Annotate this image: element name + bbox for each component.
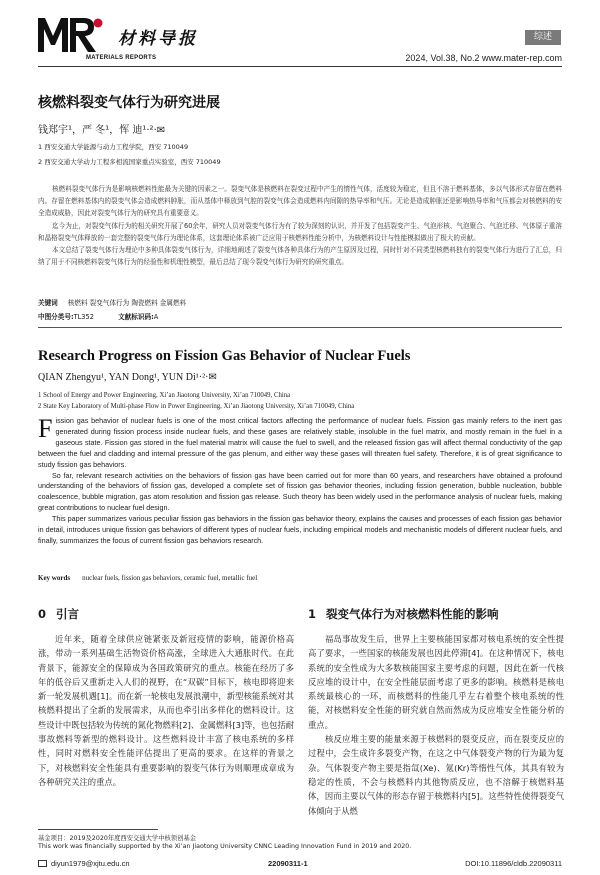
right-column	[308, 632, 564, 818]
funding-cn: 基金项目：2019及2020年度西安交通大学中核领创基金	[38, 835, 196, 842]
affiliation-en-1: 1 School of Energy and Power Engineering, Xi’an Jiaotong University, Xi’an 710049, China	[38, 392, 291, 399]
page-code: 22090311-1	[268, 859, 308, 868]
funding-en: This work was financially supported by the Xi’an Jiaotong University CNNC Leading Innovation Fund in 2019 and 2020.	[38, 843, 412, 850]
doi[interactable]: DOI:10.11896/cldb.22090311	[465, 859, 562, 868]
class-value: TL352	[73, 313, 94, 321]
keywords-en-text: nuclear fuels, fission gas behaviors, ceramic fuel, metallic fuel	[82, 574, 258, 582]
abstract-en-paragraph: So far, relevant research activities on the behaviors of fission gas have been carried out for more than 60 years, and researchers have obtained a profound understanding of the behaviors of fission gas, developed a complete set of fission gas behavior theories, including fission generation, bubble nucleation, bubble coalescence, bubble migration, gas atom resolution and fission gas release. Such theory has been widely used in the performance analysis of nuclear fuels, making great contributions to nuclear fuel design.	[38, 470, 562, 513]
section-1-heading	[308, 606, 499, 622]
section-divider	[38, 327, 562, 328]
header-divider	[38, 66, 562, 67]
abstract-cn-paragraph: 核燃料裂变气体行为是影响核燃料性能最为关键的因素之一。裂变气体是核燃料在裂变过程中产生的惰性气体，活度较为稳定，但且不溶于燃料基体，多以气体形式存留在燃料内。存留在燃料基体内的裂变气体会造成燃料肿胀，而从基体中释放到气腔的裂变气体会造成燃料内间隙的热导率和气压。无论是造成肿胀还是影响热导率和气压都会对核燃料的安全造成威胁，因此对裂变气体行为的研究具有重要意义。	[38, 185, 562, 218]
abstract-en-paragraph: This paper summarizes various peculiar fission gas behaviors in the fission gas behavior theory, explains the causes and processes of each fission gas behavior in detail, introduces unique fission gas behaviors of different types of nuclear fuels, including empirical models and mechanistic models of different nuclear fuels, and finally, summarizes the focus of current fission gas behaviors research.	[38, 514, 562, 545]
section-0-title: 引言	[56, 607, 80, 621]
drop-cap: F	[38, 414, 53, 443]
section-0-heading	[38, 606, 79, 622]
keywords-en-label: Key words	[38, 574, 71, 582]
abstract-cn-paragraph: 本文总结了裂变气体行为理论中多种具体裂变气体行为，详细地阐述了裂变气体各种具体行为的产生原因及过程，同时针对不同类型核燃料独有的裂变气体行为进行了汇总，归纳了用于不同核燃料裂变气体行为的经验性和机理性模型，最后总结了现今裂变气体行为研究的研究重点。	[38, 246, 562, 267]
journal-logo	[36, 14, 118, 54]
classification-cn	[38, 311, 158, 321]
keywords-en	[38, 574, 257, 582]
abstract-en	[38, 416, 562, 547]
keywords-cn-text: 核燃料 裂变气体行为 陶瓷燃料 金属燃料	[67, 299, 187, 307]
journal-name-en: MATERIALS REPORTS	[86, 55, 157, 61]
body-paragraph: 近年来，随着全球供应链紧张及新冠疫情的影响，能源价格高涨，带动一系列基础生活物资价格高涨，全球进入大通胀时代。在此背景下，能源安全的保障成为各国政策研究的重点。核能在经历了多年的低谷后又重新走入人们的视野，在“双碳”目标下，核电即将迎来新一轮发展机遇[1]。而在新一轮核电发展浪潮中，新型核能系统对其核燃料提出了全新的发展需求，从而也牵引出多样化的燃料设计。这些设计中既包括较为传统的氮化物燃料[2]、金属燃料[3]等，也包括耐事故燃料等新型的燃料设计。这些燃料设计丰富了核电系统的多样性，同时对燃料安全性能评估提出了更高的要求。在这样的背景之下，对核燃料安全性能具有重要影响的裂变气体行为则顺理成章成为各种研究关注的重点。	[38, 634, 294, 787]
author-email[interactable]: diyun1979@xjtu.edu.cn	[51, 859, 130, 868]
body-paragraph: 福岛事故发生后，世界上主要核能国家都对核电系统的安全性提高了要求，一些国家的核能发展也因此停滞[4]。在这种情况下，核电系统的安全性成为大多数核能国家主要考虑的问题，因此在新一代核反应堆的设计中，在安全性能层面考虑了更多的影响。核燃料是核电系统最核心的一环，而核燃料的性能几乎左右着整个核电系统的性能，对核燃料安全性能的研究就自然而然成为反应堆安全性能分析的重点。	[308, 634, 564, 730]
article-type-badge: 综述	[525, 30, 561, 45]
abstract-en-paragraph	[38, 416, 562, 471]
title-cn: 核燃料裂变气体行为研究进展	[38, 95, 220, 111]
affiliation-cn-2: 2 西安交通大学动力工程多相流国家重点实验室，西安 710049	[38, 158, 221, 166]
issue-info: 2024, Vol.38, No.2 www.mater-rep.com	[405, 53, 562, 63]
abstract-cn	[38, 183, 562, 268]
authors-cn: 钱郑宇¹，严 冬¹，恽 迪¹·²·✉	[38, 125, 166, 136]
keywords-cn-label: 关键词	[38, 299, 58, 307]
footnote-divider	[38, 829, 158, 830]
affiliation-cn-1: 1 西安交通大学能源与动力工程学院，西安 710049	[38, 143, 189, 151]
abstract-en-first-text: ission gas behavior of nuclear fuels is one of the most critical factors affecting the performance of nuclear fuels. Fission gas mainly refers to the inert gas generated during fission process inside nuclear fuels, and these gases are relatively stable, insoluble in the fuel matrix, and mostly remain in the fuel in a gaseous state. Fission gas stored in the fuel material matrix will cause the fuel to swell, and the released fission gas will affect thermal conductivity of the gap between the fuel and cladding and internal pressure of the gas plenum, and either way these gases will threaten fuel safety. Therefore, it is of great significance to study fission gas behaviors.	[38, 416, 562, 469]
section-0-number: 0	[38, 607, 47, 621]
doc-code-value: A	[153, 313, 159, 321]
authors-en: QIAN Zhengyu¹, YAN Dong¹, YUN Di¹·²·✉	[38, 372, 217, 383]
body-paragraph: 核反应堆主要的能量来源于核燃料的裂变反应，而在裂变反应的过程中，会生成许多裂变产物，在这之中气体裂变产物的行为最为复杂。气体裂变产物主要是指氙(Xe)、氪(Kr)等惰性气体，其具有较为稳定的性质，不会与核燃料内其他物质反应，也不溶解于核燃料基体，因而主要以气体的形态存留于核燃料内[5]。这些特性使得裂变气体倾向于从燃	[308, 734, 564, 816]
journal-name-cn: 材料导报	[118, 29, 198, 49]
title-en: Research Progress on Fission Gas Behavior of Nuclear Fuels	[38, 348, 411, 364]
left-column	[38, 632, 294, 789]
abstract-cn-paragraph: 迄今为止，对裂变气体行为的相关研究开展了60余年，研究人员对裂变气体行为有了较为深刻的认识，并开发了包括裂变产生、气泡形核、气泡聚合、气泡迁移、气体原子重溶和晶格裂变气体释放的一套完整的裂变气体行为理论体系，这套理论体系被广泛应用于核燃料性能分析中，为核燃料设计与性能模拟做出了极大的贡献。	[38, 221, 562, 242]
email-icon	[38, 860, 47, 867]
section-1-number: 1	[308, 607, 317, 621]
section-1-title: 裂变气体行为对核燃料性能的影响	[326, 607, 499, 621]
class-label: 中图分类号:	[38, 313, 74, 321]
affiliation-en-2: 2 State Key Laboratory of Multi-phase Flow in Power Engineering, Xi’an Jiaotong University, Xi’an 710049, China	[38, 403, 355, 410]
doc-code-label: 文献标识码:	[118, 313, 154, 321]
footer-email	[38, 859, 130, 868]
keywords-cn	[38, 297, 186, 307]
